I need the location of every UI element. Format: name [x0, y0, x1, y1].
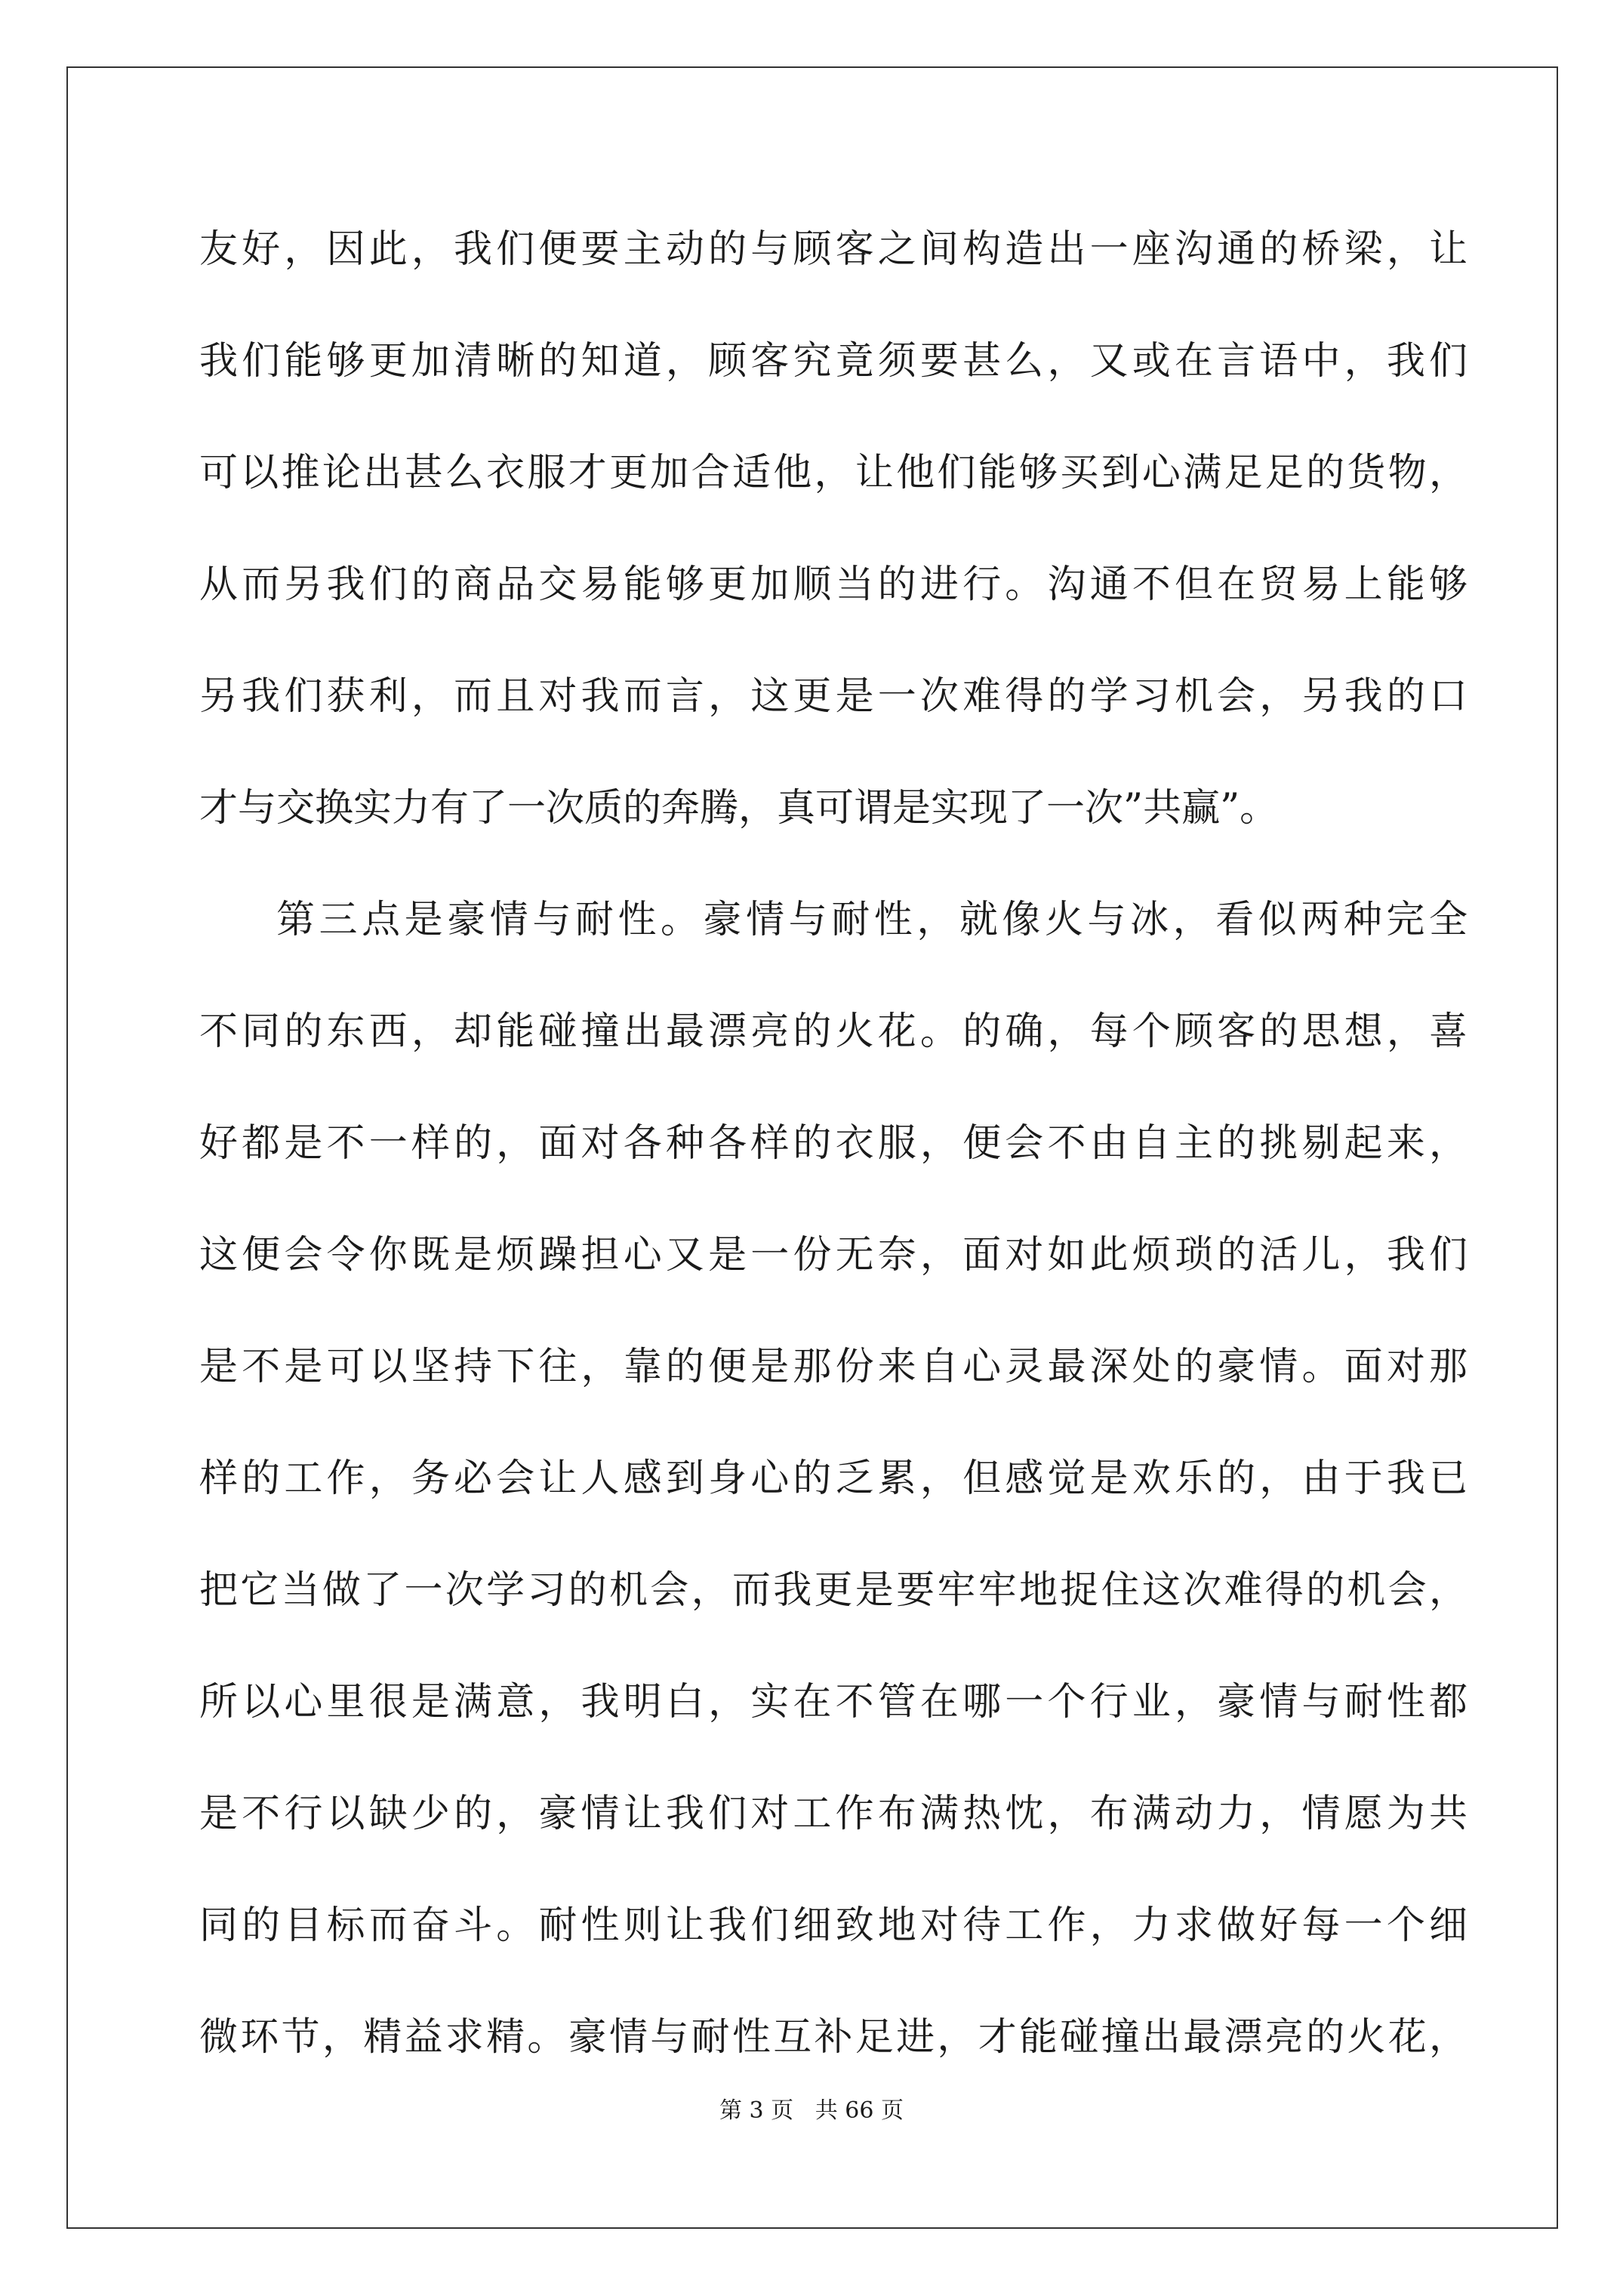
text-line: 我们能够更加清晰的知道，顾客究竟须要甚么，又或在言语中，我们 [199, 339, 1467, 384]
text-line: 是不行以缺少的，豪情让我们对工作布满热忱，布满动力，情愿为共 [199, 1792, 1467, 1836]
text-line-paragraph-end: 才与交换实力有了一次质的奔腾，真可谓是实现了一次”共赢”。 [199, 786, 1279, 831]
page-number: 第 3 页 [719, 2097, 794, 2124]
document-body [199, 216, 1467, 2116]
text-line-paragraph-start: 第三点是豪情与耐性。豪情与耐性，就像火与冰，看似两种完全 [276, 898, 1467, 942]
text-line: 另我们获利，而且对我而言，这更是一次难得的学习机会，另我的口 [199, 674, 1467, 719]
text-line: 从而另我们的商品交易能够更加顺当的进行。沟通不但在贸易上能够 [199, 562, 1467, 607]
page-footer [0, 2091, 1623, 2125]
text-line: 友好，因此，我们便要主动的与顾客之间构造出一座沟通的桥梁，让 [199, 227, 1467, 272]
text-line: 同的目标而奋斗。耐性则让我们细致地对待工作，力求做好每一个细 [199, 1903, 1467, 1948]
text-line: 不同的东西，却能碰撞出最漂亮的火花。的确，每个顾客的思想，喜 [199, 1009, 1467, 1054]
text-line: 是不是可以坚持下往，靠的便是那份来自心灵最深处的豪情。面对那 [199, 1345, 1467, 1389]
text-line: 微环节，精益求精。豪情与耐性互补足进，才能碰撞出最漂亮的火花， [199, 2015, 1467, 2060]
text-line: 样的工作，务必会让人感到身心的乏累，但感觉是欢乐的，由于我已 [199, 1456, 1467, 1501]
text-line: 所以心里很是满意，我明白，实在不管在哪一个行业，豪情与耐性都 [199, 1680, 1467, 1724]
text-line: 好都是不一样的，面对各种各样的衣服，便会不由自主的挑剔起来， [199, 1121, 1467, 1166]
text-line: 可以推论出甚么衣服才更加合适他，让他们能够买到心满足足的货物， [199, 451, 1467, 495]
text-line: 这便会令你既是烦躁担心又是一份无奈，面对如此烦琐的活儿，我们 [199, 1233, 1467, 1277]
page-total: 共 66 页 [815, 2097, 904, 2124]
text-line: 把它当做了一次学习的机会，而我更是要牢牢地捉住这次难得的机会， [199, 1568, 1467, 1613]
